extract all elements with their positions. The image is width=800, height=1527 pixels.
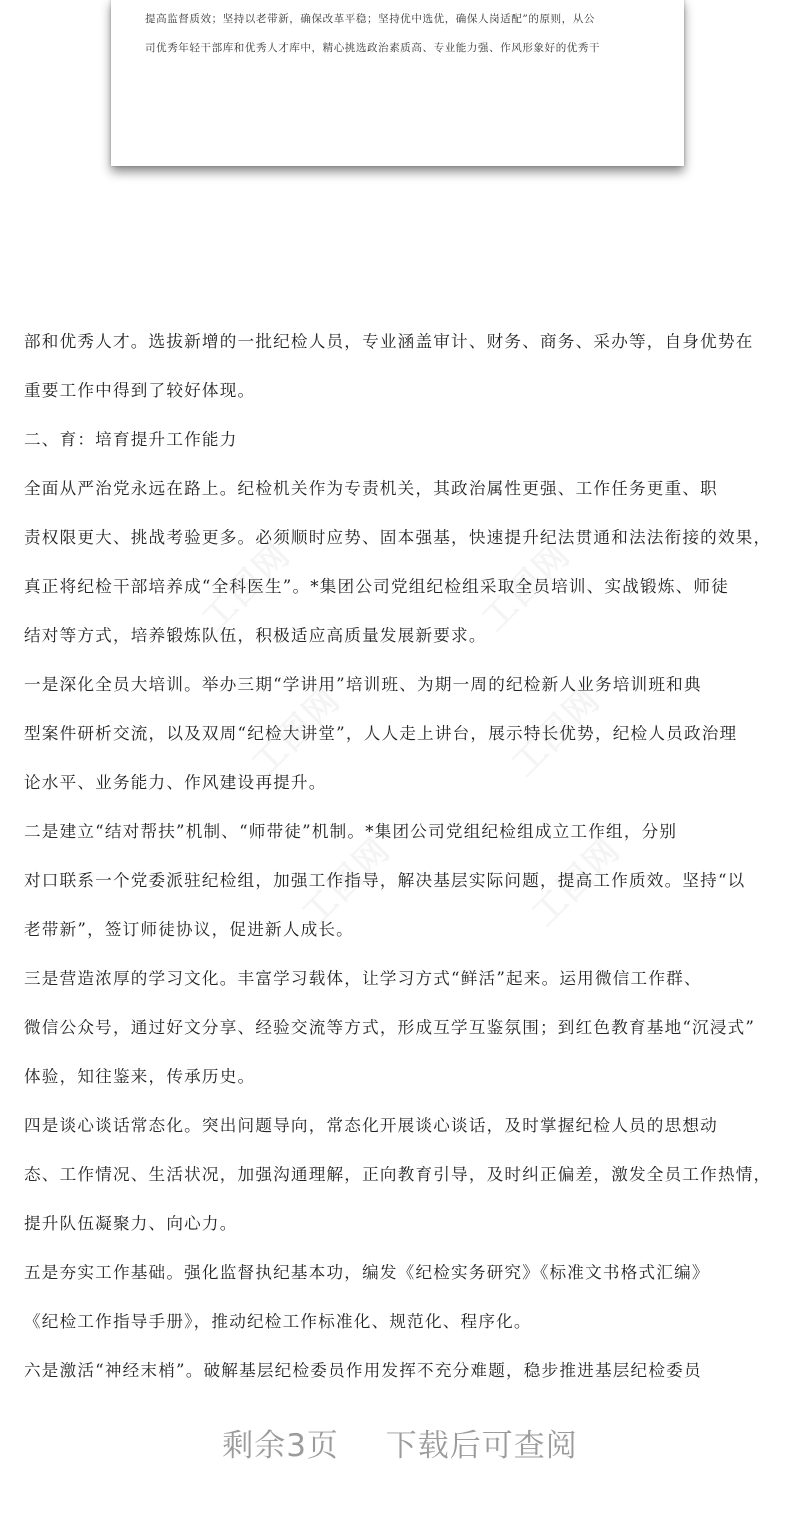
body-line: 四是谈心谈话常态化。突出问题导向，常态化开展谈心谈话，及时掌握纪检人员的思想动 — [24, 1116, 718, 1135]
body-line: 二是建立“结对帮扶”机制、“师带徒”机制。*集团公司党组纪检组成立工作组，分别 — [24, 822, 678, 841]
section-heading: 二、育：培育提升工作能力 — [24, 430, 238, 449]
body-line: 对口联系一个党委派驻纪检组，加强工作指导，解决基层实际问题，提高工作质效。坚持“以 — [24, 871, 746, 890]
body-line: 一是深化全员大培训。举办三期“学讲用”培训班、为期一周的纪检新人业务培训班和典 — [24, 675, 702, 694]
download-prompt[interactable] — [0, 1420, 800, 1465]
body-line: 重要工作中得到了较好体现。 — [24, 381, 256, 400]
body-line: 体验，知往鉴来，传承历史。 — [24, 1067, 256, 1086]
body-line: 全面从严治党永远在路上。纪检机关作为专责机关，其政治属性更强、工作任务更重、职 — [24, 479, 718, 498]
body-line: 《纪检工作指导手册》，推动纪检工作标准化、规范化、程序化。 — [24, 1312, 532, 1331]
body-line: 责权限更大、挑战考验更多。必须顺时应势、固本强基，快速提升纪法贯通和法法衔接的效果， — [24, 528, 772, 547]
body-line: 真正将纪检干部培养成“全科医生”。*集团公司党组纪检组采取全员培训、实战锻炼、师徒 — [24, 577, 730, 596]
download-to-view-link[interactable]: 下载后可查阅 — [385, 1428, 578, 1464]
body-line: 六是激活“神经末梢”。破解基层纪检委员作用发挥不充分难题，稳步推进基层纪检委员 — [24, 1361, 702, 1380]
body-line: 三是营造浓厚的学习文化。丰富学习载体，让学习方式“鲜活”起来。运用微信工作群、 — [24, 969, 702, 988]
body-line: 五是夯实工作基础。强化监督执纪基本功，编发《纪检实务研究》《标准文书格式汇编》 — [24, 1263, 710, 1282]
preview-page-card — [111, 0, 684, 166]
body-line: 老带新”，签订师徒协议，促进新人成长。 — [24, 920, 354, 939]
body-line: 结对等方式，培养锻炼队伍，积极适应高质量发展新要求。 — [24, 626, 487, 645]
body-line: 部和优秀人才。选拔新增的一批纪检人员，专业涵盖审计、财务、商务、采办等，自身优势在 — [24, 332, 754, 351]
preview-line-2: 司优秀年轻干部库和优秀人才库中，精心挑选政治素质高、专业能力强、作风形象好的优秀干 — [145, 42, 601, 54]
body-line: 提升队伍凝聚力、向心力。 — [24, 1214, 238, 1233]
body-line: 型案件研析交流，以及双周“纪检大讲堂”，人人走上讲台，展示特长优势，纪检人员政治理 — [24, 724, 738, 743]
body-line: 论水平、业务能力、作风建设再提升。 — [24, 773, 327, 792]
body-line: 态、工作情况、生活状况，加强沟通理解，正向教育引导，及时纠正偏差，激发全员工作热情， — [24, 1165, 772, 1184]
remaining-pages-label[interactable]: 剩余3页 — [222, 1428, 339, 1464]
body-line: 微信公众号，通过好文分享、经验交流等方式，形成互学互鉴氛围；到红色教育基地“沉浸式” — [24, 1018, 756, 1037]
preview-line-1: 提高监督质效；坚持以老带新，确保改革平稳；坚持优中选优，确保人岗适配”的原则，从公 — [145, 13, 595, 25]
